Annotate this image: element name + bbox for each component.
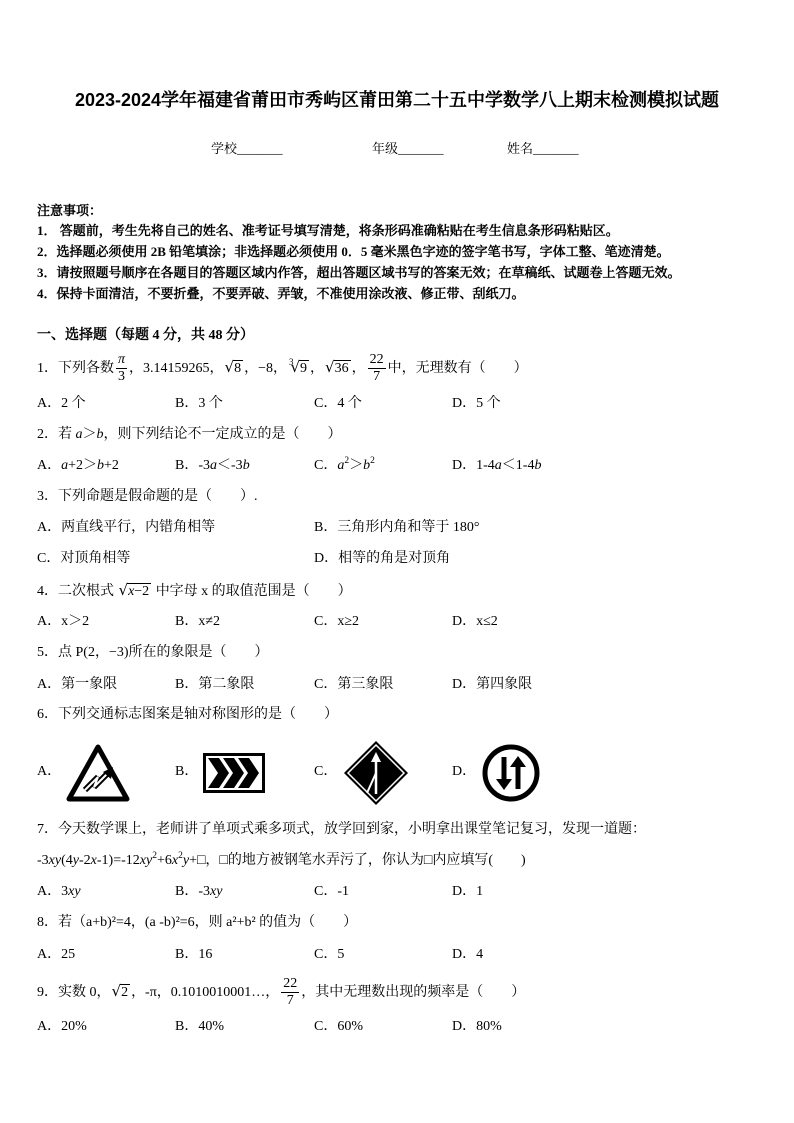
grade-field: 年级_______ [372, 141, 444, 156]
equation-term: (4 [61, 853, 73, 868]
q7-option-c: C．-1 [314, 884, 349, 899]
equation-variable: xy [48, 853, 62, 868]
q1-option-b: B．3 个 [175, 396, 223, 411]
q2-option-c [314, 457, 375, 475]
question-7-stem: 7．今天数学课上，老师讲了单项式乘多项式，放学回到家，小明拿出课堂笔记复习，发现一道题： [37, 822, 646, 837]
variable: b [97, 458, 105, 473]
q7-line2-text: ，□的地方被钢笔水弄污了，你认为□内应填写( ) [205, 853, 526, 868]
notice-item-3: 3．请按照题号顺序在各题目的答题区域内作答，超出答题区域书写的答案无效；在草稿纸、试题卷上答题无效。 [37, 265, 681, 280]
q5-option-a: A．第一象限 [37, 677, 118, 692]
variable: a [210, 458, 218, 473]
variable: a [61, 458, 69, 473]
q2-option-d [452, 457, 541, 475]
fraction-numerator: 22 [283, 976, 298, 992]
q9-fraction-22-over-7 [281, 976, 299, 1009]
term: +2 [104, 458, 119, 473]
exponent: 2 [178, 851, 183, 861]
q8-option-c: C．5 [314, 947, 345, 962]
term: ＜1-4 [501, 458, 535, 473]
variable: b [363, 458, 371, 473]
question-4-stem [37, 581, 352, 601]
q1-option-a: A．2 个 [37, 396, 86, 411]
q4-square-root [119, 581, 152, 601]
radicand: 2 [121, 985, 129, 1000]
question-7-equation-line [37, 852, 526, 870]
equation-variable: y [72, 853, 79, 868]
coefficient: 3 [61, 884, 69, 899]
q4-option-d: D．x≤2 [452, 614, 498, 629]
question-5-stem: 5．点 P(2，−3)所在的象限是（ ） [37, 645, 269, 660]
radicand: 9 [300, 361, 308, 376]
q9-option-b: B．40% [175, 1019, 224, 1034]
q6-option-c-label: C． [314, 764, 338, 779]
operator: ＞ [82, 427, 97, 442]
q7-option-b [175, 883, 222, 901]
radicand: 8 [234, 361, 242, 376]
equation-variable: xy [139, 853, 153, 868]
term: ＜-3 [217, 458, 243, 473]
q6-option-d-label: D． [452, 764, 477, 779]
q9-option-a: A．20% [37, 1019, 87, 1034]
q2-tail-text: ，则下列结论不一定成立的是（ ） [103, 427, 342, 442]
q1-option-c: C．4 个 [314, 396, 362, 411]
zigzag-warning-triangle-icon [66, 743, 130, 803]
variable: a [337, 458, 345, 473]
question-8-stem: 8．若（a+b)²=4，(a -b)²=6，则 a²+b² 的值为（ ） [37, 915, 358, 930]
equation-term: -2 [79, 853, 91, 868]
q9-text: ，-π，0.1010010001…， [131, 985, 280, 1000]
q1-cube-root-9 [287, 357, 310, 376]
q3-option-a: A．两直线平行，内错角相等 [37, 520, 216, 535]
q9-option-c: C．60% [314, 1019, 363, 1034]
term: 1-4 [476, 458, 495, 473]
q9-tail-text: ，其中无理数出现的频率是（ ） [301, 985, 526, 1000]
q2-option-a [37, 457, 119, 475]
radicand: 36 [334, 361, 349, 376]
q9-lead-text: 9．实数 0， [37, 985, 111, 1000]
equation-variable: y [182, 853, 190, 868]
q4-lead-text: 4．二次根式 [37, 584, 118, 599]
equation-term: +□ [189, 853, 206, 868]
option-label: A． [37, 884, 62, 899]
q5-option-c: C．第三象限 [314, 677, 394, 692]
two-way-traffic-circle-icon [481, 743, 541, 803]
q2-option-b [175, 457, 250, 475]
q7-option-a [37, 883, 81, 901]
coefficient: -3 [198, 884, 211, 899]
q8-option-a: A．25 [37, 947, 76, 962]
question-3-stem: 3．下列命题是假命题的是（ ）. [37, 489, 258, 504]
q1-fraction-22-over-7 [368, 352, 386, 385]
q1-fraction-pi-over-3 [116, 352, 127, 385]
q8-option-b: B．16 [175, 947, 213, 962]
q5-option-d: D．第四象限 [452, 677, 533, 692]
notice-item-1: 1． 答题前，考生先将自己的姓名、准考证号填写清楚，将条形码准确粘贴在考生信息条形码粘贴区。 [37, 223, 619, 238]
variable: x [128, 584, 135, 599]
option-label: B． [175, 458, 199, 473]
term: −2 [134, 584, 150, 599]
q3-option-b: B．三角形内角和等于 180° [314, 520, 480, 535]
section-heading: 一、选择题（每题 4 分，共 48 分） [37, 328, 254, 343]
fraction-denominator: 3 [118, 369, 125, 385]
equation-term: -3 [37, 853, 49, 868]
q4-tail-text: 中字母 x 的取值范围是（ ） [152, 584, 352, 599]
q1-text: ，3.14159265， [129, 361, 224, 376]
q1-square-root-36 [325, 349, 351, 387]
equation-term: -1)=-12 [96, 853, 140, 868]
variable: a [494, 458, 502, 473]
fraction-denominator: 7 [286, 993, 294, 1009]
school-field: 学校_______ [211, 141, 283, 156]
q1-text: ， [351, 361, 366, 376]
variable: b [534, 458, 542, 473]
q9-option-d: D．80% [452, 1019, 502, 1034]
exponent: 2 [370, 456, 375, 466]
name-field: 姓名_______ [507, 141, 579, 156]
q7-option-d: D．1 [452, 884, 484, 899]
fraction-denominator: 7 [373, 369, 381, 385]
q6-option-a-label: A． [37, 764, 62, 779]
chevron-direction-sign-icon [203, 753, 265, 793]
equation-variable: x [171, 853, 179, 868]
q1-lead-text: 1．下列各数 [37, 361, 114, 376]
notice-item-2: 2．选择题必须使用 2B 铅笔填涂；非选择题必须使用 0．5 毫米黑色字迹的签字笔书写，字体工整、笔迹清楚。 [37, 244, 670, 259]
term: -3 [198, 458, 211, 473]
question-6-stem: 6．下列交通标志图案是轴对称图形的是（ ） [37, 707, 338, 722]
q3-option-c: C．对顶角相等 [37, 551, 131, 566]
variable: xy [210, 884, 223, 899]
q1-tail-text: 中，无理数有（ ） [387, 361, 528, 376]
radicand [127, 583, 151, 599]
cube-root-sign [290, 349, 309, 387]
q5-option-b: B．第二象限 [175, 677, 255, 692]
question-2-stem [37, 426, 342, 444]
variable: xy [68, 884, 81, 899]
q2-lead-text: 2．若 [37, 427, 76, 442]
q1-option-d: D．5 个 [452, 396, 501, 411]
q1-text: ，−8， [244, 361, 287, 376]
notice-heading: 注意事项： [37, 203, 103, 218]
root-index: 3 [288, 357, 294, 367]
exponent: 2 [152, 851, 157, 861]
term: ＞ [349, 458, 364, 473]
notice-item-4: 4．保持卡面清洁，不要折叠，不要弄破、弄皱，不准使用涂改液、修正带、刮纸刀。 [37, 286, 525, 301]
q8-option-d: D．4 [452, 947, 484, 962]
equation-variable: x [90, 853, 97, 868]
q4-option-a: A．x＞2 [37, 614, 90, 629]
q4-option-b: B．x≠2 [175, 614, 221, 629]
merge-diamond-sign-icon [343, 740, 409, 806]
q9-square-root-2 [112, 973, 131, 1011]
q3-option-d: D．相等的角是对顶角 [314, 551, 451, 566]
equation-term: +6 [156, 853, 172, 868]
question-1-stem [37, 349, 528, 387]
exam-title: 2023-2024学年福建省莆田市秀屿区莆田第二十五中学数学八上期末检测模拟试题 [74, 90, 720, 110]
variable: b [96, 427, 104, 442]
variable: a [75, 427, 83, 442]
option-label: D． [452, 458, 477, 473]
term: +2＞ [68, 458, 98, 473]
q1-square-root-8 [225, 349, 244, 387]
variable: b [242, 458, 250, 473]
fraction-numerator: π [118, 352, 126, 368]
fraction-numerator: 22 [369, 352, 384, 368]
option-label: A． [37, 458, 62, 473]
q6-option-b-label: B． [175, 764, 199, 779]
question-9-stem [37, 973, 525, 1011]
option-label: C． [314, 458, 338, 473]
q4-option-c: C．x≥2 [314, 614, 360, 629]
exponent: 2 [344, 456, 350, 466]
option-label: B． [175, 884, 199, 899]
q1-text: ， [310, 361, 325, 376]
